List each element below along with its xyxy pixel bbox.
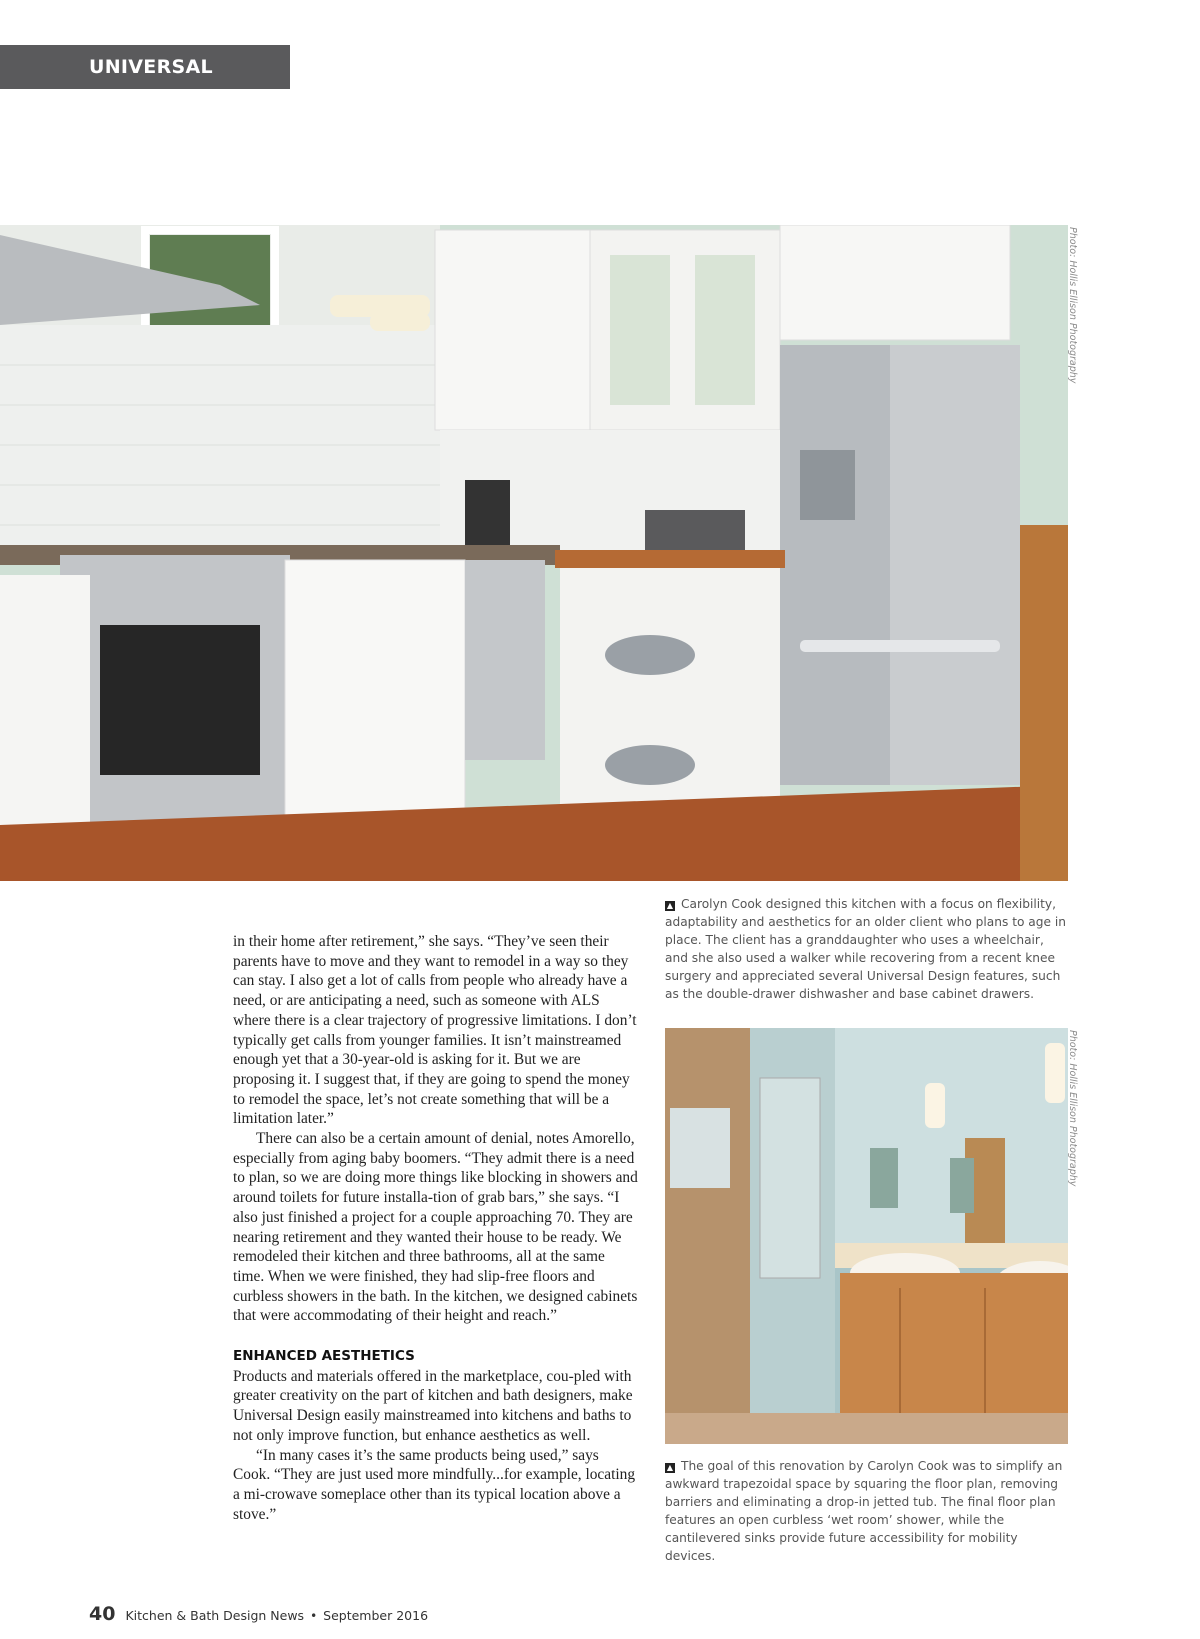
page-footer <box>89 1603 428 1627</box>
article-body <box>233 932 638 1524</box>
section-label: UNIVERSAL DESIGN <box>0 45 290 89</box>
footer-separator: • <box>310 1609 318 1623</box>
kitchen-caption-text: Carolyn Cook designed this kitchen with a focus on flexibility, adaptability and aesthetics for an older client who plans to age in place. The client has a granddaughter who uses a wheelchair, and she also used a walker while recovering from a recent knee surgery and appreciated several Universal Design features, such as the double-drawer dishwasher and base cabinet drawers. <box>665 897 1066 1001</box>
publication-name: Kitchen & Bath Design News <box>125 1608 305 1623</box>
page-number: 40 <box>89 1603 116 1625</box>
article-paragraph: in their home after retirement,” she says. “They’ve seen their parents have to move and they want to remodel in a way so they can stay. I also get a lot of calls from people who already have a need, or are anticipating a need, such as someone with ALS where there is a clear trajectory of progressive limitations. I don’t typically get calls from younger families. It isn’t mainstreamed enough yet that a 30-year-old is asking for it. But we are proposing it. I suggest that, if they are going to spend the money to remodel the space, let’s not create something that will be a limitation later.” <box>233 933 637 1128</box>
bathroom-caption-text: The goal of this renovation by Carolyn Cook was to simplify an awkward trapezoidal space by squaring the floor plan, removing barriers and eliminating a drop-in jetted tub. The final floor plan features an open curbless ‘wet room’ shower, while the cantilevered sinks provide future accessibility for mobility devices. <box>665 1459 1063 1563</box>
kitchen-photo <box>0 225 1068 881</box>
subhead-enhanced-aesthetics: ENHANCED AESTHETICS <box>233 1348 415 1365</box>
kitchen-caption <box>665 895 1070 1003</box>
article-paragraph: “In many cases it’s the same products being used,” says Cook. “They are just used more mindfully...for example, locating a mi-crowave someplace other than its typical location above a stove.” <box>233 1446 636 1523</box>
article-paragraph: Products and materials offered in the marketplace, cou-pled with greater creativity on the part of kitchen and bath designers, make Universal Design easily mainstreamed into kitchens and baths to not only improve function, but enhance aesthetics as well. <box>233 1367 633 1444</box>
bathroom-photo-credit: Photo: Hollis Ellison Photography <box>1067 1030 1078 1187</box>
bathroom-photo <box>665 1028 1068 1444</box>
arrow-up-icon: ▲ <box>666 901 674 910</box>
arrow-up-icon: ▲ <box>666 1463 674 1472</box>
kitchen-photo-credit: Photo: Hollis Ellison Photography <box>1067 227 1078 384</box>
issue-date: September 2016 <box>323 1608 429 1623</box>
article-paragraph: There can also be a certain amount of denial, notes Amorello, especially from aging baby boomers. “They admit there is a need to plan, so we are doing more things like blocking in showers and around toilets for future installa-tion of grab bars,” she says. “I also just finished a project for a couple approaching 70. They are nearing retirement and they wanted their house to be ready. We remodeled their kitchen and three bathrooms, all at the same time. When we were finished, they had slip-free floors and curbless showers in the bath. In the kitchen, we designed cabinets that were accommodating of their height and reach.” <box>233 1130 638 1325</box>
bathroom-caption <box>665 1457 1070 1565</box>
